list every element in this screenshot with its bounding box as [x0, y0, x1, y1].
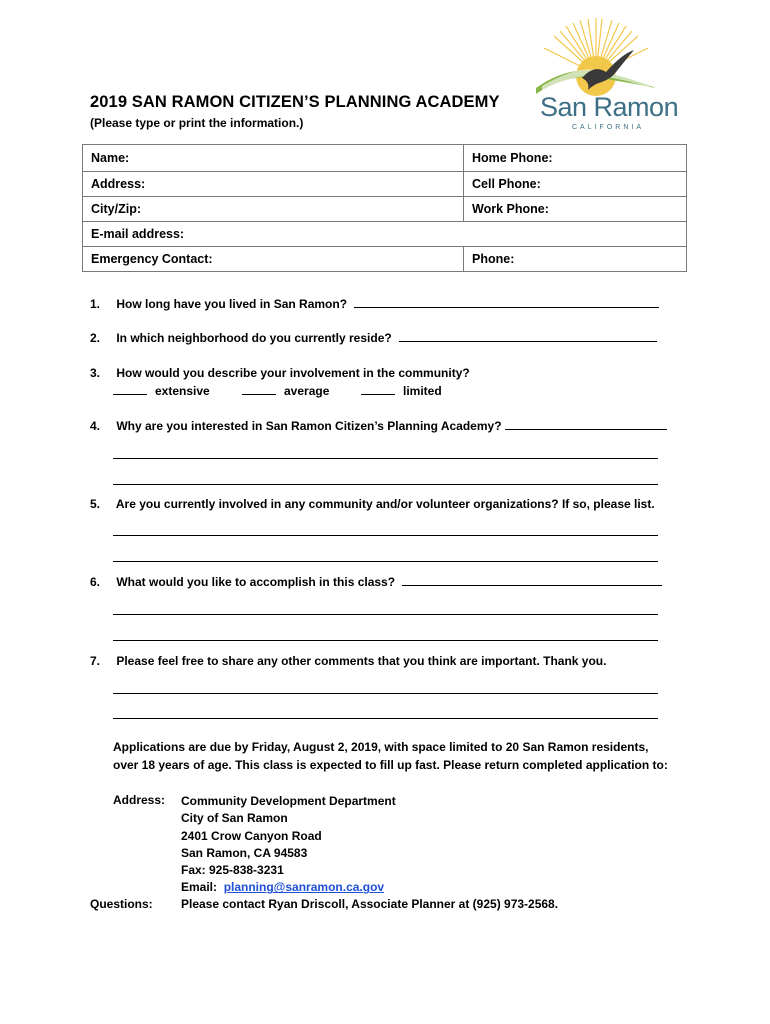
- address-city: City of San Ramon: [181, 811, 288, 826]
- address-street: 2401 Crow Canyon Road: [181, 828, 322, 843]
- question-text: How would you describe your involvement in the community?: [116, 366, 470, 380]
- email-label: Email:: [181, 880, 218, 895]
- return-address: [181, 793, 396, 897]
- question-text: Why are you interested in San Ramon Citizen’s Planning Academy?: [116, 419, 502, 433]
- home-phone-field[interactable]: [464, 145, 687, 172]
- question-1: [90, 297, 659, 311]
- page-subtitle: (Please type or print the information.): [90, 116, 304, 130]
- answer-line[interactable]: [113, 693, 658, 694]
- answer-line[interactable]: [505, 419, 667, 430]
- option-extensive[interactable]: [113, 384, 210, 398]
- question-text: Please feel free to share any other comments that you think are important. Thank you.: [116, 654, 607, 668]
- question-6: [90, 575, 662, 589]
- emergency-contact-label: Emergency Contact:: [91, 252, 213, 266]
- cell-phone-field[interactable]: [464, 172, 687, 197]
- name-label: Name:: [91, 151, 130, 165]
- name-field[interactable]: [83, 145, 464, 172]
- city-zip-field[interactable]: [83, 197, 464, 222]
- city-zip-label: City/Zip:: [91, 202, 141, 216]
- address-citystate: San Ramon, CA 94583: [181, 845, 308, 860]
- option-label: average: [284, 384, 330, 398]
- sun-rays-icon: [544, 18, 648, 96]
- applicant-info-table: [82, 144, 687, 272]
- address-field[interactable]: [83, 172, 464, 197]
- address-label: Address:: [91, 177, 146, 191]
- answer-line[interactable]: [354, 297, 659, 308]
- answer-line[interactable]: [399, 331, 657, 342]
- logo-sub: CALIFORNIA: [572, 124, 645, 131]
- question-text: In which neighborhood do you currently reside?: [116, 331, 392, 345]
- email-label: E-mail address:: [91, 227, 185, 241]
- address-email-row: [181, 879, 396, 896]
- deadline-notice-line-1: Applications are due by Friday, August 2, 2019, with space limited to 20 San Ramon residents,: [113, 740, 649, 754]
- question-number: 3.: [90, 366, 101, 380]
- question-7: [90, 654, 606, 668]
- checkbox-blank[interactable]: [113, 384, 147, 395]
- email-link[interactable]: planning@sanramon.ca.gov: [223, 880, 385, 895]
- question-2: [90, 331, 657, 345]
- questions-label: Questions:: [90, 897, 153, 911]
- emergency-phone-label: Phone:: [472, 252, 515, 266]
- option-label: extensive: [155, 384, 210, 398]
- emergency-contact-field[interactable]: [83, 247, 464, 272]
- checkbox-blank[interactable]: [361, 384, 395, 395]
- question-5: [90, 497, 655, 511]
- question-4: [90, 419, 667, 433]
- questions-contact: Please contact Ryan Driscoll, Associate Planner at (925) 973-2568.: [181, 897, 559, 911]
- question-text: How long have you lived in San Ramon?: [116, 297, 348, 311]
- email-field[interactable]: [83, 222, 687, 247]
- option-label: limited: [403, 384, 442, 398]
- question-number: 5.: [90, 497, 101, 511]
- option-limited[interactable]: [361, 384, 442, 398]
- deadline-notice-line-2: over 18 years of age. This class is expected to fill up fast. Please return completed application to:: [113, 758, 668, 772]
- question-number: 6.: [90, 575, 101, 589]
- answer-line[interactable]: [113, 561, 658, 562]
- option-average[interactable]: [242, 384, 329, 398]
- question-number: 1.: [90, 297, 101, 311]
- emergency-phone-field[interactable]: [464, 247, 687, 272]
- answer-line[interactable]: [113, 535, 658, 536]
- answer-line[interactable]: [113, 484, 658, 485]
- answer-line[interactable]: [402, 575, 662, 586]
- answer-line[interactable]: [113, 640, 658, 641]
- question-text: What would you like to accomplish in this class?: [116, 575, 396, 589]
- question-number: 4.: [90, 419, 101, 433]
- question-text: Are you currently involved in any community and/or volunteer organizations? If so, please list.: [115, 497, 655, 511]
- address-label: Address:: [113, 793, 166, 807]
- page-title: 2019 SAN RAMON CITIZEN’S PLANNING ACADEMY: [90, 93, 500, 111]
- work-phone-field[interactable]: [464, 197, 687, 222]
- work-phone-label: Work Phone:: [472, 202, 549, 216]
- answer-line[interactable]: [113, 458, 658, 459]
- answer-line[interactable]: [113, 718, 658, 719]
- checkbox-blank[interactable]: [242, 384, 276, 395]
- home-phone-label: Home Phone:: [472, 151, 553, 165]
- question-3: [90, 366, 470, 380]
- answer-line[interactable]: [113, 614, 658, 615]
- address-fax: Fax: 925-838-3231: [181, 863, 284, 878]
- question-number: 7.: [90, 654, 101, 668]
- cell-phone-label: Cell Phone:: [472, 177, 541, 191]
- address-dept: Community Development Department: [181, 794, 396, 808]
- question-number: 2.: [90, 331, 101, 345]
- logo-name: San Ramon: [540, 92, 679, 122]
